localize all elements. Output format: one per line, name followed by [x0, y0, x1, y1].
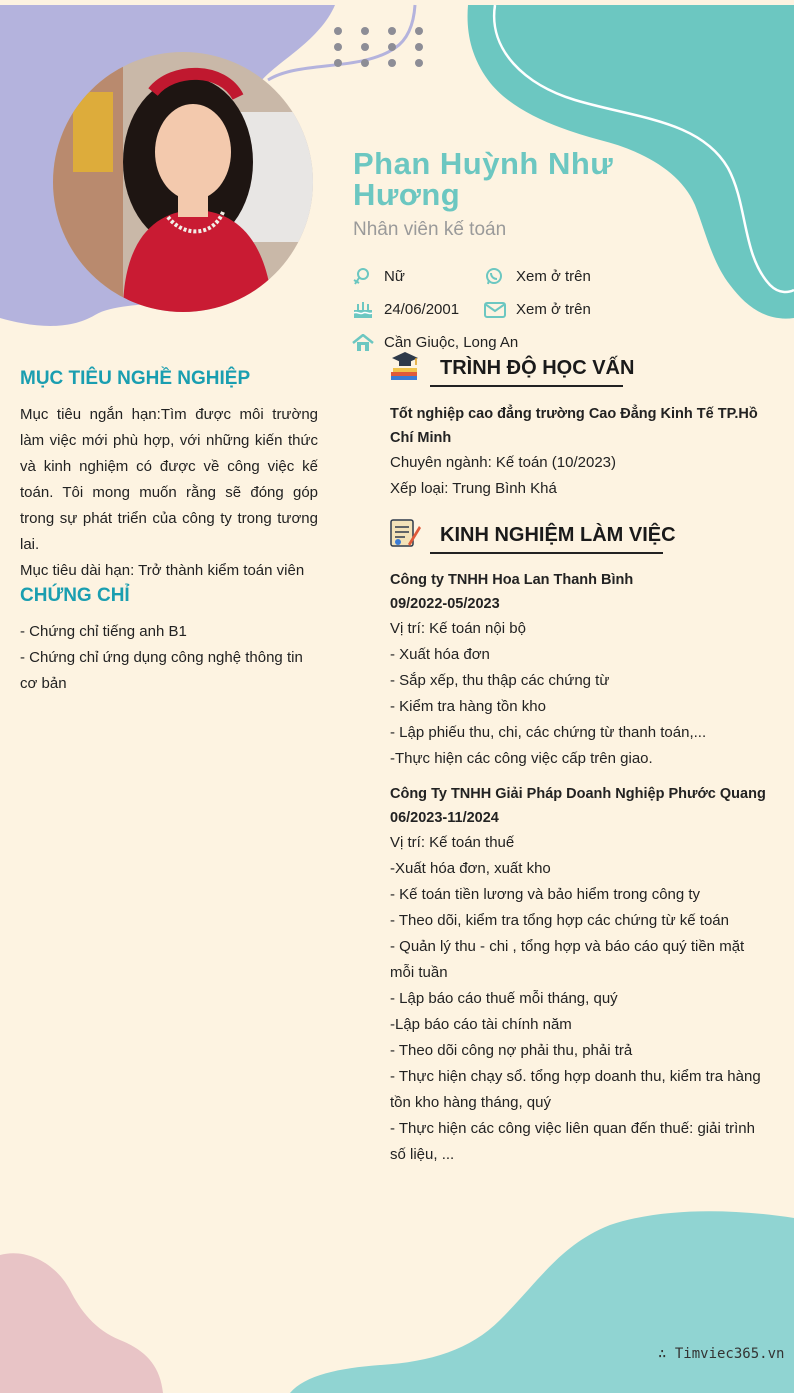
gender-value: Nữ: [384, 268, 405, 285]
education-heading: TRÌNH ĐỘ HỌC VẤN: [440, 357, 635, 379]
job-line: - Kiểm tra hàng tồn kho: [390, 698, 546, 715]
job-line: - Theo dõi công nợ phải thu, phải trả: [390, 1042, 633, 1059]
job-company: Công Ty TNHH Giải Pháp Doanh Nghiệp Phước Quang: [390, 786, 766, 802]
envelope-icon: [484, 301, 506, 319]
phone-value: Xem ở trên: [516, 268, 591, 285]
certificates-heading: CHỨNG CHỈ: [20, 585, 130, 606]
contact-gender: [384, 268, 405, 285]
career-goal-heading: MỤC TIÊU NGHỀ NGHIỆP: [20, 368, 251, 389]
certificates-list: [20, 619, 318, 697]
job-period: 09/2022-05/2023: [390, 596, 500, 612]
name-line-1: Phan Huỳnh Như: [353, 146, 614, 181]
certificate-item: - Chứng chỉ tiếng anh B1: [20, 623, 187, 640]
job-line: - Lập báo cáo thuế mỗi tháng, quý: [390, 990, 618, 1007]
job-company: Công ty TNHH Hoa Lan Thanh Bình: [390, 572, 634, 588]
job-line: -Lập báo cáo tài chính năm: [390, 1016, 572, 1033]
job-line: -Thực hiện các công việc cấp trên giao.: [390, 750, 653, 767]
profile-photo: [53, 52, 313, 312]
career-goal-text: [20, 402, 318, 584]
birthday-value: 24/06/2001: [384, 301, 460, 318]
name-line-2: Hương: [353, 177, 461, 212]
education-school: Tốt nghiệp cao đẳng trường Cao Đẳng Kinh Tế TP.Hồ Chí Minh: [390, 406, 758, 446]
education-major: Chuyên ngành: Kế toán (10/2023): [390, 454, 617, 471]
experience-heading-underline: [430, 552, 663, 554]
job-line: - Lập phiếu thu, chi, các chứng từ thanh toán,...: [390, 724, 707, 741]
job-line: -Xuất hóa đơn, xuất kho: [390, 860, 551, 877]
job-period: 06/2023-11/2024: [390, 810, 499, 826]
job-line: - Kế toán tiền lương và bảo hiểm trong công ty: [390, 886, 701, 903]
job-entry-2: [390, 782, 768, 1168]
career-goal-long-term: Mục tiêu dài hạn: Trở thành kiểm toán viên: [20, 562, 305, 579]
contact-birthday: [384, 301, 459, 318]
job-line: - Theo dõi, kiểm tra tổng hợp các chứng từ kế toán: [390, 912, 729, 929]
education-heading-underline: [430, 385, 623, 387]
contact-email: [516, 301, 591, 318]
job-line: - Xuất hóa đơn: [390, 646, 490, 663]
experience-heading: KINH NGHIỆM LÀM VIỆC: [440, 524, 676, 546]
job-title: Nhân viên kế toán: [353, 219, 507, 240]
job-line: Vị trí: Kế toán thuế: [390, 834, 515, 851]
career-goal-short-term: Mục tiêu ngắn hạn:Tìm được môi trường làm việc mới phù hợp, với những kiến thức và kinh nghiệm có được về công việc kế toán. Tôi mong muốn rằng sẽ đóng góp trong sự phát triển của công ty trong tương lai.: [20, 406, 318, 553]
job-line: - Sắp xếp, thu thập các chứng từ: [390, 672, 610, 689]
job-line: - Thực hiện chạy sổ. tổng hợp doanh thu, kiểm tra hàng tồn kho hàng tháng, quý: [390, 1068, 761, 1111]
contact-address: [384, 334, 518, 351]
footer-brand[interactable]: ∴ Timviec365.vn: [658, 1346, 785, 1362]
graduation-cap-icon: [388, 350, 422, 382]
contact-phone: [516, 268, 591, 285]
phone-icon: [484, 267, 504, 287]
education-content: [390, 402, 768, 502]
certificate-item: - Chứng chỉ ứng dụng công nghệ thông tin cơ bản: [20, 649, 303, 692]
email-value: Xem ở trên: [516, 301, 591, 318]
job-line: - Thực hiện các công việc liên quan đến thuế: giải trình số liệu, ...: [390, 1120, 755, 1163]
birthday-cake-icon: [352, 300, 374, 320]
job-line: Vị trí: Kế toán nội bộ: [390, 620, 526, 637]
home-icon: [352, 334, 374, 352]
candidate-name: [353, 148, 653, 210]
gender-icon: [352, 267, 372, 287]
address-value: Cần Giuộc, Long An: [384, 334, 519, 351]
education-rank: Xếp loại: Trung Bình Khá: [390, 480, 557, 497]
job-line: - Quản lý thu - chi , tổng hợp và báo cáo quý tiền mặt mỗi tuần: [390, 938, 745, 981]
job-entry-1: [390, 568, 768, 772]
work-document-icon: [388, 516, 422, 548]
